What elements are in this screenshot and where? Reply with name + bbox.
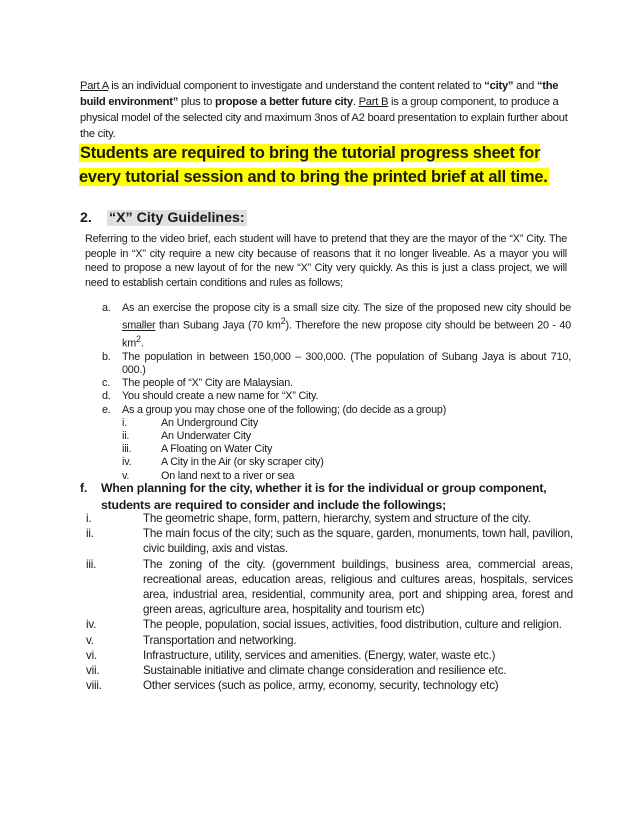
sub-list-item xyxy=(96,417,571,430)
f-list-marker: i. xyxy=(86,512,92,525)
f-list-item xyxy=(86,526,573,556)
f-list-item xyxy=(86,617,573,632)
f-list-marker: ii. xyxy=(86,527,94,541)
sub-list-marker: v. xyxy=(122,469,130,482)
intro-text-2: is a group component, to produce a physical model of the selected city and maximum 3nos of A2 board presentation to explain further about the city. xyxy=(80,96,568,140)
f-list-text: Transportation and networking. xyxy=(143,633,297,647)
f-list-marker: iv. xyxy=(86,618,97,632)
f-list-text: Infrastructure, utility, services and amenities. (Energy, water, waste etc.) xyxy=(143,648,496,662)
f-list xyxy=(86,511,573,693)
intro-dot: . xyxy=(352,96,359,108)
sub-list-text: A Floating on Water City xyxy=(161,443,273,456)
list-marker: b. xyxy=(102,350,111,363)
list-item xyxy=(96,302,571,351)
list-item-text: As a group you may chose one of the following; (do decide as a group) xyxy=(122,403,447,416)
build-environment-term: “the build environment” xyxy=(80,80,559,108)
f-list-marker: vii. xyxy=(86,664,100,678)
sub-list-text: An Underwater City xyxy=(161,430,252,443)
highlight-notice-text: Students are required to bring the tutorial progress sheet for every tutorial session and to bring the printed brief at all time. xyxy=(79,144,548,186)
f-list-text: The people, population, social issues, activities, food distribution, culture and religion. xyxy=(143,618,562,632)
f-section-heading xyxy=(80,480,572,513)
section-intro: Referring to the video brief, each student will have to pretend that they are the mayor of the “X” City. The people in “X” city require a new city because of reasons that it no longer liveable. As a mayor you will need to propose a new layout of for the new “X” City very quickly. As this is just a class project, we will need to establish certain conditions and rules as follows; xyxy=(85,233,567,289)
list-marker: e. xyxy=(102,403,111,416)
list-item xyxy=(96,377,571,390)
list-marker: d. xyxy=(102,390,111,403)
part-b-label: Part B xyxy=(358,96,389,108)
f-list-item xyxy=(86,678,573,693)
part-a-label: Part A xyxy=(80,80,109,92)
section-title: “X” City Guidelines: xyxy=(109,210,245,226)
sub-list-marker: i. xyxy=(122,416,127,429)
list-marker: c. xyxy=(102,377,110,390)
intro-paragraph xyxy=(80,78,568,142)
sub-list-marker: iv. xyxy=(122,456,132,469)
f-list-text: Sustainable initiative and climate change consideration and resilience etc. xyxy=(143,664,507,678)
f-list-text: The zoning of the city. (government buildings, business area, commercial areas, recreational areas, education areas, religious and cultures areas, hospitals, services area, industrial area, residential, community area, port and shipping area, forest and green areas, agriculture area, hospitality and tourism etc) xyxy=(143,557,573,617)
intro-plus-to: plus to xyxy=(178,96,215,108)
f-marker: f. xyxy=(80,481,88,495)
f-list-text: Other services (such as police, army, economy, security, technology etc) xyxy=(143,679,499,693)
sub-list-item xyxy=(96,430,571,443)
propose-term: propose a better future city xyxy=(215,96,353,108)
f-list-marker: v. xyxy=(86,633,94,647)
f-list-text: The geometric shape, form, pattern, hierarchy, system and structure of the city. xyxy=(143,512,531,525)
alpha-list xyxy=(96,302,571,483)
f-list-item xyxy=(86,511,573,526)
sub-list-item xyxy=(96,456,571,469)
list-item-text: As an exercise the propose city is a small size city. The size of the proposed new city should be smaller than Subang Jaya (70 $km^2$). Therefore the new propose city should be between 20 - 40 $km^2$. xyxy=(122,302,571,350)
list-marker: a. xyxy=(102,302,111,314)
list-item-text: The people of “X” City are Malaysian. xyxy=(122,377,293,390)
f-list-text: The main focus of the city; such as the square, garden, monuments, town hall, pavilion, civic building, axis and vistas. xyxy=(143,527,573,556)
intro-and: and xyxy=(513,80,537,92)
list-item xyxy=(96,390,571,403)
sub-list-text: A City in the Air (or sky scraper city) xyxy=(161,456,324,469)
section-heading xyxy=(80,210,247,226)
list-item-text: You should create a new name for “X” City. xyxy=(122,390,319,403)
sub-list-text: On land next to a river or sea xyxy=(161,469,295,482)
list-item xyxy=(96,351,571,377)
f-list-marker: vi. xyxy=(86,648,97,662)
intro-text-1: is an individual component to investigate and understand the content related to xyxy=(108,80,485,92)
section-number: 2. xyxy=(80,210,92,226)
smaller-term: smaller xyxy=(122,319,156,332)
f-list-item xyxy=(86,557,573,618)
f-list-item xyxy=(86,648,573,663)
sub-list-item xyxy=(96,443,571,456)
city-term: “city” xyxy=(484,80,514,92)
highlight-notice xyxy=(79,141,569,189)
f-list-marker: viii. xyxy=(86,679,102,693)
list-item-text: The population in between 150,000 – 300,000. (The population of Subang Jaya is about 710, 000.) xyxy=(122,350,571,376)
sub-list-text: An Underground City xyxy=(161,416,259,429)
f-list-item xyxy=(86,633,573,648)
list-item xyxy=(96,404,571,417)
sub-list-marker: ii. xyxy=(122,430,130,443)
sub-list-marker: iii. xyxy=(122,443,132,456)
f-list-item xyxy=(86,663,573,678)
f-list-marker: iii. xyxy=(86,557,97,571)
f-heading-text: When planning for the city, whether it is for the individual or group component, students are required to consider and include the followings; xyxy=(101,481,547,512)
